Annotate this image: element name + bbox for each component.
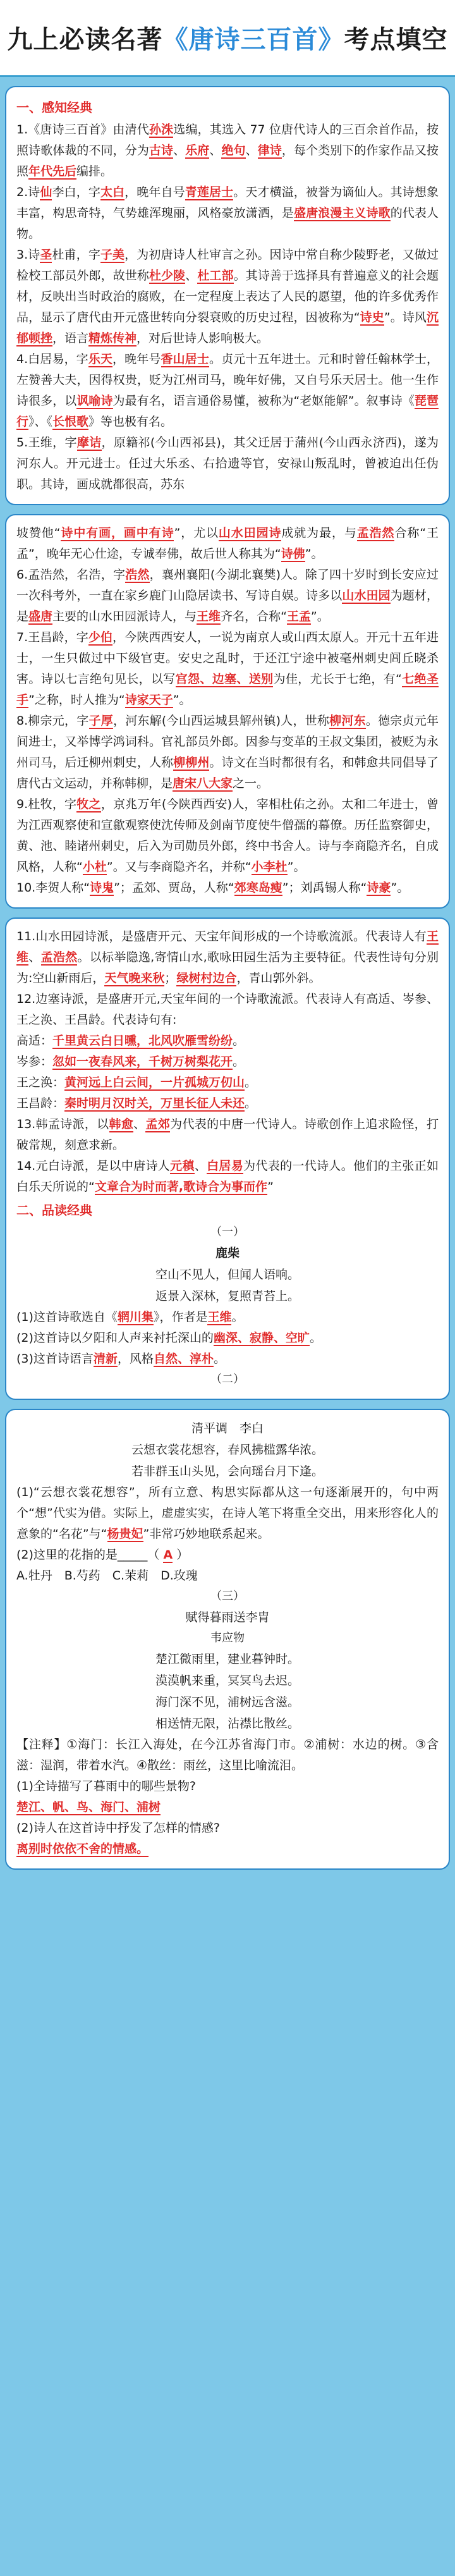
answer-highlight: 精炼传神 xyxy=(88,331,137,345)
answer-highlight: 王维 xyxy=(207,1310,232,1324)
text-run: 为代表的中唐一代诗人。诗歌创作上追求险怪，打破常规，刻意求新。 xyxy=(16,1117,439,1152)
content-paragraph xyxy=(16,1349,439,1370)
text-run: 3.诗 xyxy=(16,248,40,262)
text-run: ”。 xyxy=(173,693,191,707)
page-title-bar xyxy=(0,0,455,77)
text-run: ，京兆万年(今陕西西安)人，宰相杜佑之孙。太和二年进士，曾为江西观察使和宣歙观察使沈传师及剑南节度使牛僧孺的幕僚。历任监察御史，黄、池、睦诸州刺史，后入为司勋员外郎，终中书舍人。诗与李商隐齐名，自成风格，人称“ xyxy=(16,797,439,874)
text-run: ，青山郭外斜。 xyxy=(236,971,321,985)
panel-poems xyxy=(5,1409,450,1870)
text-run: ”。 xyxy=(287,860,306,874)
text-run: ”。 xyxy=(310,610,329,623)
answer-highlight: 青莲居士 xyxy=(185,185,234,199)
text-run: 、 xyxy=(194,1159,207,1173)
answer-highlight: 千里黄云白日曛，北风吹雁雪纷纷 xyxy=(52,1034,233,1048)
answer-highlight: 杨贵妃 xyxy=(107,1527,143,1541)
answer-highlight: 子厚 xyxy=(88,714,113,728)
answer-highlight: 诗鬼 xyxy=(90,881,114,895)
answer-highlight: 幽深、寂静、空旷 xyxy=(213,1331,310,1345)
poem-title-luzhai: 鹿柴 xyxy=(215,1246,240,1260)
content-paragraph xyxy=(16,1797,439,1818)
answer-highlight: 长恨歌 xyxy=(52,415,89,429)
text-run: 。 xyxy=(233,1055,245,1069)
answer-highlight: 山水田园 xyxy=(342,589,391,603)
text-run: 杜甫，字 xyxy=(52,248,100,262)
answer-highlight: 清新 xyxy=(93,1352,118,1366)
answer-highlight: 小李杜 xyxy=(251,860,288,874)
content-paragraph xyxy=(16,1839,439,1860)
text-run: 4.白居易，字 xyxy=(16,352,88,366)
text-run: ，为初唐诗人杜审言之孙。因诗中常自称少陵野老，又做过检校工部员外郎，故世称 xyxy=(16,248,439,283)
text-run: ，原籍祁(今山西祁县)，其父迁居于蒲州(今山西永济西)，遂为河东人。开元进士。任过大乐丞、右拾遗等官，安禄山叛乱时，曾被迫出任伪职。其诗，画成就都很高，苏东 xyxy=(16,436,439,491)
text-run: 。天才横溢，被誉为谪仙人。其诗想象丰富，构思奇特，气势雄浑瑰丽，风格豪放潇洒，是 xyxy=(16,185,439,220)
text-run: 齐名，合称“ xyxy=(221,610,287,623)
answer-highlight: 摩诘 xyxy=(76,436,102,450)
content-paragraph xyxy=(16,1307,439,1328)
text-run: ； xyxy=(164,971,177,985)
page-title xyxy=(8,20,448,56)
text-run: 。 xyxy=(213,1352,226,1366)
answer-highlight: 黄河远上白云间，一片孤城万仞山 xyxy=(64,1076,245,1089)
text-run: (1)“云想衣裳花想容”，所有立意、构思实际都从这一句逐渐展开的，句中两个“想”代实为借。实际上，虚虚实实，在诗人笔下将重全交出，用来形容化人的意象的“名花”与“ xyxy=(16,1485,439,1541)
answer-highlight: 圣 xyxy=(40,248,52,262)
poem-line: 返景入深林，复照青苔上。 xyxy=(155,1289,300,1303)
poem-line: 相送情无限，沾襟比散丝。 xyxy=(155,1717,300,1731)
author-items xyxy=(16,120,439,495)
answer-highlight: 七绝圣手 xyxy=(16,672,439,707)
text-run: 坡赞他“ xyxy=(16,526,61,540)
text-run: 王昌龄： xyxy=(16,1096,65,1110)
answer-highlight: 盛唐浪漫主义诗歌 xyxy=(294,206,391,220)
content-paragraph xyxy=(16,1818,439,1839)
answer-highlight: 郊寒岛瘦 xyxy=(234,881,282,895)
poem-title-qingpingdiao: 清平调 李白 xyxy=(191,1421,264,1435)
school-items xyxy=(16,926,439,1198)
answer-highlight: 沉郁顿挫 xyxy=(16,310,439,345)
text-run: 李白，字 xyxy=(52,185,100,199)
answer-highlight: 少伯 xyxy=(88,630,113,644)
text-run: ”。诗风 xyxy=(384,310,427,324)
answer-highlight: 柳柳州 xyxy=(173,756,210,770)
answer-highlight: 诗家天子 xyxy=(124,693,173,707)
content-paragraph xyxy=(16,878,439,899)
answer-highlight: 王孟 xyxy=(286,610,311,623)
text-run: 6.孟浩然，名浩，字 xyxy=(16,568,126,582)
content-paragraph xyxy=(16,1156,439,1198)
text-run: ”；刘禹锡人称“ xyxy=(282,881,367,895)
text-run: 11.山水田园诗派，是盛唐开元、天宝年间形成的一个诗歌流派。代表诗人有 xyxy=(16,929,427,943)
answer-highlight: 杜工部 xyxy=(197,269,234,283)
answer-highlight: 王维 xyxy=(16,929,439,964)
content-paragraph xyxy=(16,182,439,245)
text-run: ”，尤以 xyxy=(174,526,219,540)
content-paragraph xyxy=(16,1545,439,1566)
content-paragraph xyxy=(16,989,439,1031)
text-run: 的代表人物。 xyxy=(16,206,439,241)
text-run: 7.王昌龄，字 xyxy=(16,630,88,644)
text-run: ，晚年号 xyxy=(112,352,161,366)
text-run: 成就为最，与 xyxy=(281,526,357,540)
answer-highlight: 孙洙 xyxy=(149,123,174,137)
text-run: 、 xyxy=(133,1117,146,1131)
text-run: 5.王维，字 xyxy=(16,436,77,450)
panel-authors xyxy=(5,86,450,505)
text-run: 合称“王孟”，晚年无心仕途，专诚奉佛，故后世人称其为“ xyxy=(16,526,439,561)
poem-number-3: （三） xyxy=(210,1590,245,1603)
poem-number-2: （二） xyxy=(210,1373,245,1386)
text-run: 。诗文在当时都很有名，和韩愈共同倡导了唐代古文运动，并称韩柳，是 xyxy=(16,756,439,790)
poem-line: 空山不见人，但闻人语响。 xyxy=(155,1268,300,1282)
text-run: 14.元白诗派，是以中唐诗人 xyxy=(16,1159,171,1173)
text-run: 、 xyxy=(209,144,222,157)
answer-highlight: 天气晚来秋 xyxy=(104,971,165,985)
text-run: 主要的山水田园派诗人，与 xyxy=(52,610,197,623)
answer-highlight: 宫怨、边塞、送别 xyxy=(175,672,274,686)
answer-highlight: 子美 xyxy=(100,248,125,262)
text-run: 9.杜牧，字 xyxy=(16,797,77,811)
answer-highlight: 古诗 xyxy=(149,144,174,157)
title-part-a: 九上必读名著 xyxy=(7,25,163,54)
content-paragraph xyxy=(16,711,439,794)
answer-highlight: 盛唐 xyxy=(28,610,53,623)
answer-highlight: 牧之 xyxy=(76,797,101,811)
questions-mu-yu xyxy=(16,1734,439,1860)
text-run: ，风格 xyxy=(117,1352,154,1366)
content-paragraph xyxy=(16,794,439,878)
content-paragraph xyxy=(16,1776,439,1797)
text-run: 、 xyxy=(28,950,41,964)
answer-highlight: 楚江、帆、鸟、海门、浦树 xyxy=(16,1800,161,1814)
text-run: ”；孟郊、贾岛，人称“ xyxy=(114,881,234,895)
answer-highlight: 乐天 xyxy=(88,352,113,366)
text-run: ，今陕西西安人，一说为南京人或山西太原人。开元十五年进士，一生只做过中下级官吏。安史之乱时，于还江宁途中被毫州刺史闾丘晓杀害。诗以七言绝句见长，以写 xyxy=(16,630,439,686)
answer-highlight: 琵琶行 xyxy=(16,394,439,429)
text-run: 8.柳宗元，字 xyxy=(16,714,89,728)
answer-highlight: 小杜 xyxy=(82,860,107,874)
answer-highlight: 讽喻诗 xyxy=(76,394,113,408)
text-run: A.牡丹 B.芍药 C.茉莉 D.玫瑰 xyxy=(16,1569,198,1583)
title-part-book: 《唐诗三百首》 xyxy=(162,25,344,54)
text-run: ” xyxy=(267,1180,274,1194)
content-paragraph xyxy=(16,627,439,711)
answer-highlight: 孟郊 xyxy=(145,1117,171,1131)
text-run: 。其诗善于选择具有普遍意义的社会题材，反映出当时政治的腐败，在一定程度上表达了人民的愿望，他的许多优秀作品，显示了唐代由开元盛世转向分裂衰败的历史过程，因被称为“ xyxy=(16,269,439,324)
text-run: 、 xyxy=(245,144,258,157)
content-paragraph xyxy=(16,1072,439,1093)
title-part-c: 考点填空 xyxy=(344,25,448,54)
text-run: 。 xyxy=(309,1331,322,1345)
text-run: 。德宗贞元年间进士，又举博学鸿词科。官礼部员外郎。因参与变革的王叔文集团，被贬为永州司马，后迁柳州刺史，人称 xyxy=(16,714,439,770)
text-run: 为代表的一代诗人。他们的主张正如白乐天所说的“ xyxy=(16,1159,439,1194)
answer-highlight: 忽如一夜春风来，千树万树梨花开 xyxy=(52,1055,233,1069)
questions-qingpingdiao xyxy=(16,1482,439,1586)
text-run: 、 xyxy=(185,269,198,283)
answer-highlight: 文章合为时而著,歌诗合为事而作 xyxy=(94,1180,268,1194)
answer-highlight: 秦时明月汉时关，万里长征人未还 xyxy=(64,1096,245,1110)
answer-highlight: 香山居士 xyxy=(161,352,209,366)
answer-highlight: 离别时依依不舍的情感。 xyxy=(16,1842,149,1856)
text-run: 13.韩孟诗派，以 xyxy=(16,1117,109,1131)
text-run: 王之涣： xyxy=(16,1076,65,1089)
content-paragraph xyxy=(16,1482,439,1545)
text-run: ”非常巧妙地联系起来。 xyxy=(143,1527,270,1541)
answer-highlight: 白居易 xyxy=(207,1159,244,1173)
text-run: (1)这首诗歌选自《 xyxy=(16,1310,118,1324)
content-paragraph xyxy=(16,349,439,432)
poem-line: 漠漠帆来重，冥冥鸟去迟。 xyxy=(155,1674,300,1688)
text-run: 高适： xyxy=(16,1034,53,1048)
answer-highlight: 王维 xyxy=(197,610,221,623)
text-run: 为佳，尤长于七绝，有“ xyxy=(273,672,402,686)
answer-highlight: 仙 xyxy=(40,185,52,199)
panel-authors-cont xyxy=(5,514,450,909)
text-run: ”。又与李商隐齐名，并称“ xyxy=(106,860,252,874)
answer-highlight: 律诗 xyxy=(257,144,282,157)
text-run: 【注释】①海门：长江入海处，在今江苏省海门市。②浦树：水边的树。③含滋：湿润，带着水汽。④散丝：雨丝，这里比喻流泪。 xyxy=(16,1738,439,1772)
text-run: 》等也极有名。 xyxy=(88,415,173,429)
text-run: 1.《唐诗三百首》由清代 xyxy=(16,123,149,137)
answer-highlight: 元稹 xyxy=(170,1159,195,1173)
poem-line: 海门深不见，浦树远含滋。 xyxy=(155,1695,300,1709)
text-run: (2)这里的花指的是_____（ xyxy=(16,1548,164,1562)
text-run: 。 xyxy=(231,1310,244,1324)
content-paragraph xyxy=(16,1031,439,1052)
content-paragraph xyxy=(16,1052,439,1072)
text-run: ”之称，时人推为“ xyxy=(28,693,125,707)
answer-highlight: 杜少陵 xyxy=(149,269,186,283)
content-paragraph xyxy=(16,1566,439,1586)
text-run: (3)这首诗语言 xyxy=(16,1352,94,1366)
text-run: ，襄州襄阳(今湖北襄樊)人。除了四十岁时到长安应过一次科考外，一直在家乡鹿门山隐居读书、写诗自娱。诗多以 xyxy=(16,568,439,603)
text-run: 。 xyxy=(233,1034,245,1048)
answer-highlight: 诗豪 xyxy=(367,881,391,895)
text-run: ） xyxy=(173,1548,189,1562)
answer-highlight: 柳河东 xyxy=(329,714,366,728)
text-run: 10.李贺人称“ xyxy=(16,881,90,895)
text-run: ”。 xyxy=(305,547,324,561)
text-run: 岑参： xyxy=(16,1055,53,1069)
answer-highlight: A xyxy=(163,1548,173,1562)
text-run: 2.诗 xyxy=(16,185,40,199)
answer-highlight: 诗佛 xyxy=(281,547,305,561)
content-paragraph xyxy=(16,245,439,349)
poem-line: 云想衣裳花想容，春风拂槛露华浓。 xyxy=(131,1443,324,1457)
poem-line: 楚江微雨里，建业暮钟时。 xyxy=(155,1652,300,1666)
content-paragraph xyxy=(16,523,439,565)
questions-luzhai xyxy=(16,1307,439,1370)
answer-highlight: 韩愈 xyxy=(109,1117,134,1131)
content-paragraph xyxy=(16,1734,439,1776)
answer-highlight: 孟浩然 xyxy=(356,526,395,540)
panel-schools xyxy=(5,917,450,1400)
text-run: 。 xyxy=(245,1096,257,1110)
text-run: 》，作者是 xyxy=(153,1310,208,1324)
text-run: 12.边塞诗派，是盛唐开元,天宝年间的一个诗歌流派。代表诗人有高适、岑参、王之涣、王昌龄。代表诗句有: xyxy=(16,992,439,1027)
content-paragraph xyxy=(16,565,439,627)
text-run: 之一。 xyxy=(233,776,269,790)
answer-highlight: 诗史 xyxy=(360,310,384,324)
text-run: (1)全诗描写了暮雨中的哪些景物? xyxy=(16,1779,196,1793)
text-run: 》、《 xyxy=(28,415,53,429)
text-run: 、 xyxy=(173,144,186,157)
answer-highlight: 唐宋八大家 xyxy=(173,776,233,790)
text-run: 。以标举隐逸,寄情山水,歌咏田园生活为主要特征。代表性诗句分别为:空山新雨后， xyxy=(16,950,439,985)
text-run: ，语言 xyxy=(52,331,89,345)
content-paragraph xyxy=(16,120,439,182)
answer-highlight: 绝句 xyxy=(221,144,246,157)
answer-highlight: 自然、淳朴 xyxy=(153,1352,214,1366)
answer-highlight: 山水田园诗 xyxy=(218,526,282,540)
poem-title-mu-yu: 赋得暮雨送李胄 xyxy=(185,1610,270,1624)
answer-highlight: 浩然 xyxy=(125,568,150,582)
poem-number-1: （一） xyxy=(210,1225,245,1239)
section-heading-perceive: 一、感知经典 xyxy=(16,100,92,115)
text-run: 。 xyxy=(245,1076,257,1089)
text-run: ，对后世诗人影响极大。 xyxy=(136,331,269,345)
answer-highlight: 诗中有画，画中有诗 xyxy=(60,526,174,540)
poem-line: 若非群玉山头见，会向瑶台月下逢。 xyxy=(131,1464,324,1478)
text-run: 为最有名，语言通俗易懂，被称为“老妪能解”。叙事诗《 xyxy=(112,394,415,408)
text-run: ，晚年自号 xyxy=(124,185,185,199)
answer-highlight: 太白 xyxy=(100,185,125,199)
content-paragraph xyxy=(16,1114,439,1156)
text-run: ，每个类别下的作家作品又按照 xyxy=(16,144,439,178)
content-paragraph xyxy=(16,432,439,495)
answer-highlight: 辋川集 xyxy=(117,1310,154,1324)
answer-highlight: 孟浩然 xyxy=(40,950,78,964)
answer-highlight: 绿树村边合 xyxy=(176,971,237,985)
answer-highlight: 乐府 xyxy=(185,144,210,157)
text-run: ，河东解(今山西运城县解州镇)人，世称 xyxy=(112,714,330,728)
text-run: ”。 xyxy=(391,881,410,895)
text-run: (2)这首诗以夕阳和人声来衬托深山的 xyxy=(16,1331,214,1345)
text-run: 选编，其选入 77 位唐代诗人的三百余首作品，按照诗歌体裁的不同，分为 xyxy=(16,123,439,157)
author-items-cont xyxy=(16,523,439,899)
content-paragraph xyxy=(16,926,439,989)
poem-author-wei: 韦应物 xyxy=(210,1631,245,1645)
text-run: 为题材，是 xyxy=(16,589,439,623)
text-run: 编排。 xyxy=(76,164,113,178)
content-paragraph xyxy=(16,1328,439,1349)
answer-highlight: 年代先后 xyxy=(28,164,77,178)
section-heading-appreciate: 二、品读经典 xyxy=(16,1203,92,1218)
content-paragraph xyxy=(16,1093,439,1114)
text-run: (2)诗人在这首诗中抒发了怎样的情感? xyxy=(16,1821,220,1835)
text-run: 。贞元十五年进士。元和时曾任翰林学士，左赞善大夫，因得权贵，贬为江州司马，晚年好佛，又自号乐天居士。他一生作诗很多，以 xyxy=(16,352,439,408)
